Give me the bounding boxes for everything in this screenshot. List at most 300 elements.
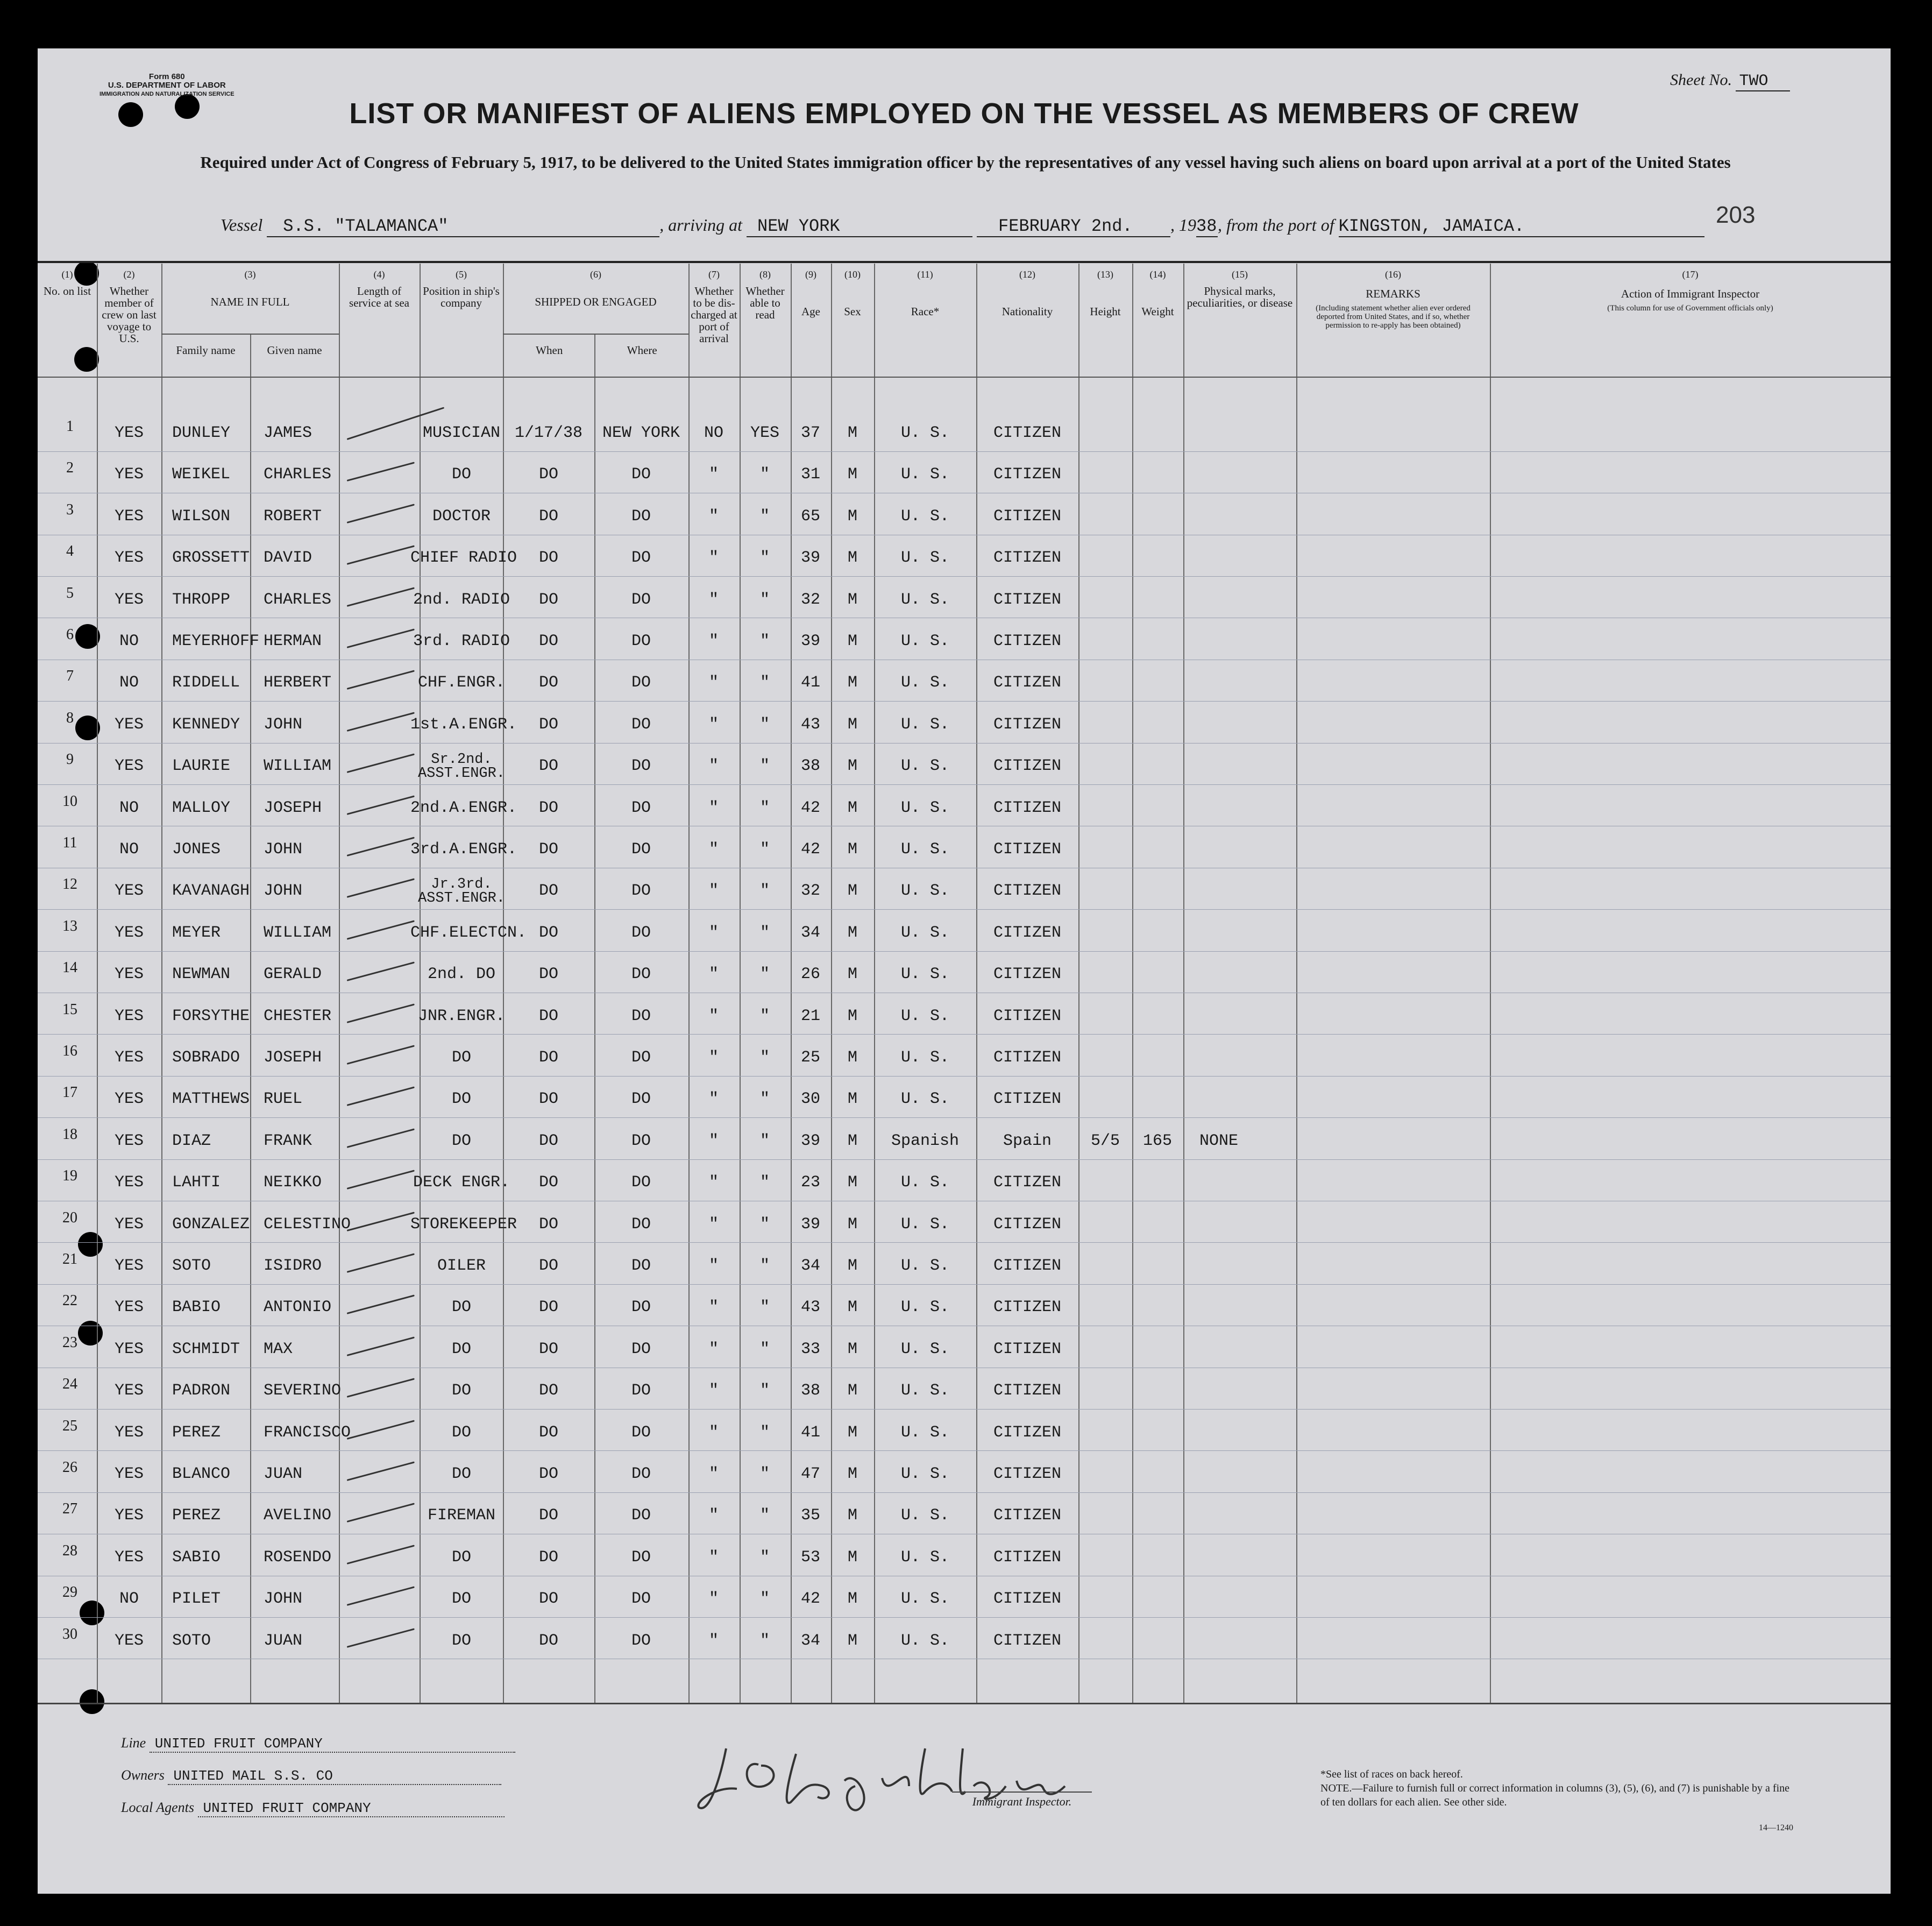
cell-family: PEREZ — [172, 1506, 221, 1525]
cell-disch: " — [708, 798, 719, 817]
cell-family: NEWMAN — [172, 965, 231, 984]
cell-nat: CITIZEN — [993, 1007, 1062, 1025]
cell-read: " — [759, 507, 770, 526]
check-mark — [347, 1587, 415, 1606]
cell-when: DO — [538, 965, 558, 984]
cell-age: 31 — [800, 465, 820, 484]
cell-position: Sr.2nd. ASST.ENGR. — [417, 752, 506, 782]
cell-disch: " — [708, 549, 719, 568]
cell-no: 8 — [66, 709, 74, 726]
agents-label: Local Agents — [121, 1800, 195, 1815]
cell-age: 43 — [800, 1298, 820, 1317]
column-header: SHIPPED OR ENGAGED — [535, 295, 657, 308]
cell-given: ANTONIO — [264, 1298, 332, 1317]
sheet-number — [1670, 71, 1790, 90]
cell-sex: M — [847, 1423, 857, 1442]
cell-nat: CITIZEN — [993, 882, 1062, 901]
cell-given: GERALD — [264, 965, 322, 984]
cell-read: " — [759, 674, 770, 692]
cell-family: GONZALEZ — [172, 1215, 250, 1234]
cell-family: DIAZ — [172, 1131, 211, 1150]
cell-no: 1 — [66, 418, 74, 435]
cell-age: 38 — [800, 1382, 820, 1400]
cell-where: DO — [631, 1423, 651, 1442]
column-header: Physical marks, peculiarities, or disease — [1187, 285, 1293, 309]
manifest-sheet — [38, 48, 1891, 1894]
cell-where: DO — [631, 1465, 651, 1483]
cell-family: SOTO — [172, 1257, 211, 1275]
cell-nat: CITIZEN — [993, 549, 1062, 568]
cell-when: DO — [538, 1340, 558, 1358]
cell-nat: CITIZEN — [993, 840, 1062, 859]
cell-given: CHARLES — [264, 465, 332, 484]
cell-position: 2nd.A.ENGR. — [410, 798, 517, 817]
cell-race: U. S. — [900, 549, 949, 568]
cell-where: DO — [631, 1131, 651, 1150]
cell-given: HERMAN — [264, 632, 322, 650]
cell-disch: " — [708, 1548, 719, 1567]
cell-no: 27 — [62, 1500, 77, 1518]
cell-given: AVELINO — [264, 1506, 332, 1525]
cell-read: " — [759, 1090, 770, 1109]
cell-last: YES — [114, 1382, 144, 1400]
cell-family: MALLOY — [172, 798, 231, 817]
cell-family: MATTHEWS — [172, 1090, 250, 1109]
cell-where: DO — [631, 507, 651, 526]
footer-agents — [121, 1800, 505, 1817]
cell-where: DO — [631, 590, 651, 609]
cell-read: " — [759, 1423, 770, 1442]
column-header-note: (This column for use of Government officials only) — [1607, 304, 1773, 313]
page-title: LIST OR MANIFEST OF ALIENS EMPLOYED ON THE VESSEL AS MEMBERS OF CREW — [349, 97, 1579, 130]
cell-position: FIREMAN — [427, 1506, 496, 1525]
cell-given: JOHN — [264, 1590, 303, 1609]
cell-when: 1/17/38 — [514, 424, 583, 442]
cell-race: U. S. — [900, 1049, 949, 1067]
cell-nat: CITIZEN — [993, 632, 1062, 650]
cell-last: YES — [114, 1049, 144, 1067]
arrival-year: 38 — [1196, 216, 1217, 236]
cell-sex: M — [847, 1215, 857, 1234]
column-number: (9) — [805, 269, 816, 280]
line-value: UNITED FRUIT COMPANY — [150, 1736, 515, 1753]
column-number: (16) — [1385, 269, 1401, 280]
cell-given: NEIKKO — [264, 1173, 322, 1192]
cell-position: DO — [451, 1548, 471, 1567]
cell-race: U. S. — [900, 424, 949, 442]
cell-when: DO — [538, 1382, 558, 1400]
cell-position: DO — [451, 465, 471, 484]
cell-when: DO — [538, 507, 558, 526]
cell-sex: M — [847, 1090, 857, 1109]
cell-family: PILET — [172, 1590, 221, 1609]
cell-given: ISIDRO — [264, 1257, 322, 1275]
cell-disch: " — [708, 1506, 719, 1525]
row-rule — [38, 951, 1891, 952]
cell-sex: M — [847, 632, 857, 650]
row-rule — [38, 909, 1891, 910]
cell-read: " — [759, 1506, 770, 1525]
cell-age: 32 — [800, 590, 820, 609]
cell-family: THROPP — [172, 590, 231, 609]
cell-where: DO — [631, 1340, 651, 1358]
cell-race: U. S. — [900, 1631, 949, 1650]
cell-where: DO — [631, 965, 651, 984]
cell-no: 9 — [66, 751, 74, 768]
cell-no: 15 — [62, 1001, 77, 1018]
cell-read: " — [759, 1215, 770, 1234]
cell-family: LAURIE — [172, 757, 231, 776]
column-header: Nationality — [1001, 305, 1053, 318]
cell-family: RIDDELL — [172, 674, 240, 692]
cell-age: 34 — [800, 1257, 820, 1275]
cell-sex: M — [847, 1298, 857, 1317]
cell-read: " — [759, 1590, 770, 1609]
row-rule — [38, 451, 1891, 452]
cell-nat: CITIZEN — [993, 1423, 1062, 1442]
cell-when: DO — [538, 757, 558, 776]
cell-sex: M — [847, 1173, 857, 1192]
cell-family: KAVANAGH — [172, 882, 250, 901]
check-mark — [347, 1087, 415, 1107]
cell-age: 39 — [800, 549, 820, 568]
cell-family: PADRON — [172, 1382, 231, 1400]
vessel-line — [221, 215, 1704, 237]
cell-given: HERBERT — [264, 674, 332, 692]
row-rule — [38, 1492, 1891, 1493]
sheet-number-label: Sheet No. — [1670, 71, 1732, 89]
cell-last: NO — [119, 632, 139, 650]
cell-marks: NONE — [1199, 1131, 1239, 1150]
cell-race: U. S. — [900, 1007, 949, 1025]
form-department: U.S. DEPARTMENT OF LABOR — [108, 81, 226, 90]
cell-given: JAMES — [264, 424, 312, 442]
cell-last: YES — [114, 549, 144, 568]
penalty-note — [1320, 1781, 1794, 1809]
cell-age: 25 — [800, 1049, 820, 1067]
cell-race: Spanish — [891, 1131, 960, 1150]
cell-position: CHF.ENGR. — [417, 674, 506, 692]
row-rule — [38, 743, 1891, 744]
cell-family: KENNEDY — [172, 715, 240, 734]
page-subtitle: Required under Act of Congress of February 5, 1917, to be delivered to the United States immigration officer by the representatives of any vessel having such aliens on board upon arrival at a port of the United States — [200, 153, 1731, 172]
cell-age: 39 — [800, 1131, 820, 1150]
cell-read: " — [759, 1298, 770, 1317]
inspector-signature — [694, 1727, 1103, 1835]
footer-rule — [38, 1703, 1891, 1704]
cell-read: " — [759, 1131, 770, 1150]
cell-when: DO — [538, 1548, 558, 1567]
cell-position: DECK ENGR. — [413, 1173, 510, 1192]
cell-where: DO — [631, 632, 651, 650]
column-header: No. on list — [43, 285, 91, 298]
cell-position: 3rd.A.ENGR. — [410, 840, 517, 859]
cell-read: " — [759, 923, 770, 942]
cell-no: 6 — [66, 626, 74, 643]
cell-age: 65 — [800, 507, 820, 526]
cell-race: U. S. — [900, 840, 949, 859]
cell-age: 34 — [800, 923, 820, 942]
column-divider — [1132, 264, 1133, 1703]
owners-value: UNITED MAIL S.S. CO — [168, 1768, 501, 1785]
cell-given: ROSENDO — [264, 1548, 332, 1567]
cell-sex: M — [847, 1548, 857, 1567]
cell-nat: Spain — [1003, 1131, 1052, 1150]
column-number: (14) — [1149, 269, 1166, 280]
cell-position: 2nd. RADIO — [413, 590, 510, 609]
cell-position: DO — [451, 1298, 471, 1317]
cell-when: DO — [538, 549, 558, 568]
cell-given: JOHN — [264, 882, 303, 901]
check-mark — [347, 754, 415, 774]
cell-race: U. S. — [900, 798, 949, 817]
cell-where: DO — [631, 1548, 651, 1567]
check-mark — [347, 920, 415, 940]
cell-position: 2nd. DO — [427, 965, 496, 984]
cell-when: DO — [538, 674, 558, 692]
check-mark — [347, 462, 415, 482]
cell-nat: CITIZEN — [993, 590, 1062, 609]
cell-age: 38 — [800, 757, 820, 776]
cell-race: U. S. — [900, 1173, 949, 1192]
column-header: REMARKS — [1366, 287, 1420, 300]
vessel-name: S.S. "TALAMANCA" — [267, 216, 659, 237]
column-header: Whether able to read — [745, 285, 785, 321]
cell-last: YES — [114, 715, 144, 734]
cell-last: YES — [114, 1257, 144, 1275]
cell-nat: CITIZEN — [993, 715, 1062, 734]
header-bottom-rule — [38, 377, 1891, 378]
column-number: (3) — [244, 269, 256, 280]
cell-read: YES — [750, 424, 779, 442]
cell-age: 42 — [800, 840, 820, 859]
column-subheader: When — [536, 344, 563, 357]
cell-disch: " — [708, 1257, 719, 1275]
cell-when: DO — [538, 1465, 558, 1483]
cell-disch: " — [708, 1590, 719, 1609]
cell-sex: M — [847, 1631, 857, 1650]
cell-nat: CITIZEN — [993, 674, 1062, 692]
cell-family: SOTO — [172, 1631, 211, 1650]
cell-when: DO — [538, 1049, 558, 1067]
cell-position: DO — [451, 1465, 471, 1483]
cell-given: WILLIAM — [264, 923, 332, 942]
footer-line — [121, 1735, 515, 1753]
column-header: Action of Immigrant Inspector — [1621, 287, 1760, 300]
cell-age: 47 — [800, 1465, 820, 1483]
cell-nat: CITIZEN — [993, 1506, 1062, 1525]
cell-last: YES — [114, 1173, 144, 1192]
cell-last: YES — [114, 965, 144, 984]
cell-no: 28 — [62, 1542, 77, 1559]
cell-last: YES — [114, 465, 144, 484]
cell-read: " — [759, 1465, 770, 1483]
cell-no: 30 — [62, 1625, 77, 1642]
cell-race: U. S. — [900, 757, 949, 776]
cell-given: JOSEPH — [264, 1049, 322, 1067]
cell-sex: M — [847, 1506, 857, 1525]
cell-position: MUSICIAN — [422, 424, 501, 442]
cell-last: NO — [119, 674, 139, 692]
cell-no: 26 — [62, 1459, 77, 1476]
column-number: (13) — [1097, 269, 1113, 280]
cell-race: U. S. — [900, 1382, 949, 1400]
cell-position: DO — [451, 1340, 471, 1358]
cell-race: U. S. — [900, 923, 949, 942]
cell-where: DO — [631, 1382, 651, 1400]
cell-read: " — [759, 1173, 770, 1192]
column-header-note: (Including statement whether alien ever ordered deported from United States, and if so, whether permission to re-apply has been obtained) — [1316, 304, 1471, 330]
cell-when: DO — [538, 1257, 558, 1275]
cell-race: U. S. — [900, 715, 949, 734]
cell-race: U. S. — [900, 507, 949, 526]
cell-race: U. S. — [900, 1465, 949, 1483]
column-number: (4) — [373, 269, 385, 280]
cell-disch: " — [708, 1215, 719, 1234]
cell-given: JUAN — [264, 1631, 303, 1650]
punch-hole — [74, 347, 99, 372]
check-mark — [347, 1295, 415, 1315]
cell-when: DO — [538, 715, 558, 734]
cell-disch: " — [708, 1173, 719, 1192]
cell-where: DO — [631, 1631, 651, 1650]
cell-no: 4 — [66, 543, 74, 560]
check-mark — [347, 1003, 415, 1023]
cell-position: JNR.ENGR. — [417, 1007, 506, 1025]
cell-disch: " — [708, 1631, 719, 1650]
cell-no: 5 — [66, 584, 74, 601]
check-mark — [347, 1378, 415, 1398]
cell-read: " — [759, 798, 770, 817]
footer-notes — [1320, 1767, 1794, 1809]
cell-disch: " — [708, 507, 719, 526]
column-number: (2) — [123, 269, 135, 280]
cell-read: " — [759, 1382, 770, 1400]
cell-age: 37 — [800, 424, 820, 442]
cell-where: DO — [631, 757, 651, 776]
cell-family: SABIO — [172, 1548, 221, 1567]
cell-nat: CITIZEN — [993, 757, 1062, 776]
check-mark — [347, 1128, 415, 1148]
cell-sex: M — [847, 923, 857, 942]
cell-no: 3 — [66, 501, 74, 518]
cell-race: U. S. — [900, 1506, 949, 1525]
cell-last: YES — [114, 424, 144, 442]
column-number: (5) — [456, 269, 467, 280]
cell-read: " — [759, 1257, 770, 1275]
cell-sex: M — [847, 882, 857, 901]
cell-read: " — [759, 1548, 770, 1567]
cell-nat: CITIZEN — [993, 1257, 1062, 1275]
cell-position: DO — [451, 1090, 471, 1109]
cell-read: " — [759, 1340, 770, 1358]
check-mark — [347, 1212, 415, 1231]
cell-last: YES — [114, 1090, 144, 1109]
check-mark — [347, 837, 415, 856]
races-note: *See list of races on back hereof. — [1320, 1768, 1463, 1780]
cell-sex: M — [847, 507, 857, 526]
cell-nat: CITIZEN — [993, 1215, 1062, 1234]
cell-last: NO — [119, 798, 139, 817]
cell-height: 5/5 — [1090, 1131, 1120, 1150]
cell-age: 30 — [800, 1090, 820, 1109]
cell-family: BABIO — [172, 1298, 221, 1317]
cell-sex: M — [847, 1049, 857, 1067]
cell-given: JOHN — [264, 715, 303, 734]
cell-read: " — [759, 549, 770, 568]
cell-last: YES — [114, 1548, 144, 1567]
check-mark — [347, 879, 415, 898]
cell-read: " — [759, 840, 770, 859]
cell-position: 3rd. RADIO — [413, 632, 510, 650]
column-header: Whether member of crew on last voyage to U.S. — [102, 285, 157, 345]
cell-position: CHIEF RADIO — [410, 549, 517, 568]
cell-nat: CITIZEN — [993, 1340, 1062, 1358]
column-subheader: Given name — [267, 344, 322, 357]
cell-sex: M — [847, 798, 857, 817]
cell-position: Jr.3rd. ASST.ENGR. — [417, 876, 506, 907]
cell-disch: " — [708, 1340, 719, 1358]
cell-no: 19 — [62, 1167, 77, 1185]
cell-nat: CITIZEN — [993, 965, 1062, 984]
cell-position: DO — [451, 1631, 471, 1650]
check-mark — [347, 1628, 415, 1648]
cell-where: DO — [631, 1506, 651, 1525]
cell-age: 41 — [800, 674, 820, 692]
column-subheader: Family name — [176, 344, 236, 357]
cell-when: DO — [538, 798, 558, 817]
column-divider — [1490, 264, 1491, 1703]
row-rule — [38, 1159, 1891, 1160]
cell-no: 12 — [62, 876, 77, 893]
cell-disch: " — [708, 674, 719, 692]
column-header: Sex — [844, 305, 861, 318]
cell-no: 7 — [66, 668, 74, 685]
cell-when: DO — [538, 1298, 558, 1317]
cell-disch: " — [708, 1298, 719, 1317]
cell-nat: CITIZEN — [993, 424, 1062, 442]
cell-given: CHESTER — [264, 1007, 332, 1025]
cell-sex: M — [847, 757, 857, 776]
cell-race: U. S. — [900, 965, 949, 984]
cell-sex: M — [847, 840, 857, 859]
cell-where: DO — [631, 1590, 651, 1609]
column-header: Age — [801, 305, 820, 318]
row-rule — [38, 1117, 1891, 1118]
year-prefix: , 19 — [1170, 215, 1196, 235]
check-mark — [347, 1503, 415, 1523]
column-divider — [339, 264, 340, 1703]
cell-age: 41 — [800, 1423, 820, 1442]
cell-position: DO — [451, 1382, 471, 1400]
column-header: Weight — [1141, 305, 1174, 318]
cell-nat: CITIZEN — [993, 507, 1062, 526]
arrival-date: FEBRUARY 2nd. — [977, 216, 1170, 237]
cell-no: 23 — [62, 1334, 77, 1351]
cell-sex: M — [847, 1465, 857, 1483]
cell-race: U. S. — [900, 1590, 949, 1609]
cell-disch: " — [708, 882, 719, 901]
cell-given: RUEL — [264, 1090, 303, 1109]
row-rule — [38, 1034, 1891, 1035]
cell-no: 13 — [62, 917, 77, 934]
cell-age: 43 — [800, 715, 820, 734]
cell-nat: CITIZEN — [993, 1298, 1062, 1317]
cell-given: JOHN — [264, 840, 303, 859]
cell-age: 26 — [800, 965, 820, 984]
cell-given: CELESTINO — [264, 1215, 351, 1234]
column-number: (15) — [1232, 269, 1248, 280]
